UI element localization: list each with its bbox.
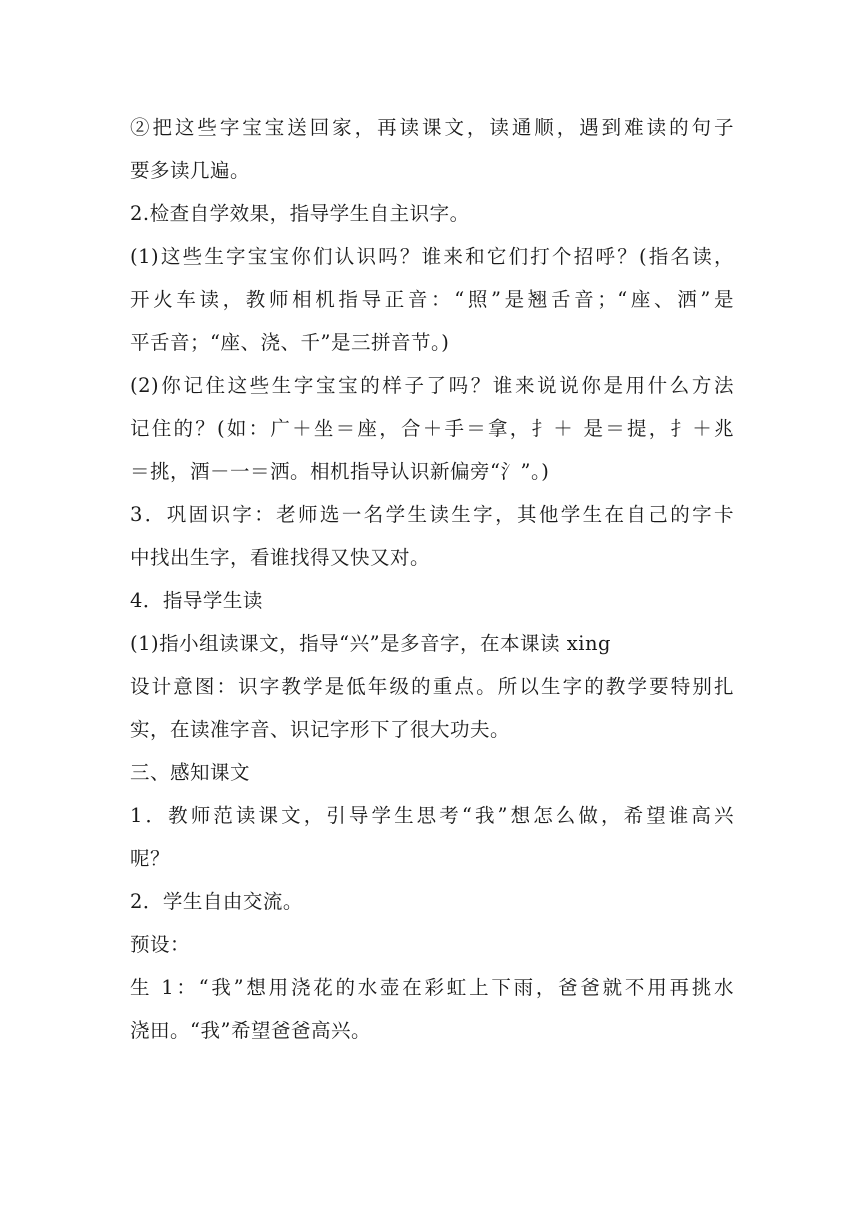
text-line: 预设：	[130, 933, 191, 956]
text-line: 2.检查自学效果，指导学生自主识字。	[130, 202, 470, 225]
text-line: 平舌音；“座、浇、千”是三拼音节。)	[130, 331, 450, 354]
text-line: 呢？	[130, 847, 171, 870]
text-line: 3．巩固识字：老师选一名学生读生字，其他学生在自己的字卡	[130, 503, 734, 526]
text-line: 4．指导学生读	[130, 589, 263, 612]
text-line: 要多读几遍。	[130, 159, 251, 182]
text-line: 浇田。“我”希望爸爸高兴。	[130, 1019, 371, 1042]
text-line: 2．学生自由交流。	[130, 890, 303, 913]
text-line: 生 1：“我”想用浇花的水壶在彩虹上下雨，爸爸就不用再挑水	[130, 976, 734, 999]
section-heading: 三、感知课文	[130, 761, 251, 784]
document-body	[130, 106, 734, 1052]
text-line: ②把这些字宝宝送回家，再读课文，读通顺，遇到难读的句子	[130, 116, 734, 139]
text-line: (2)你记住这些生字宝宝的样子了吗？谁来说说你是用什么方法	[130, 374, 734, 397]
text-line: 中找出生字，看谁找得又快又对。	[130, 546, 431, 569]
text-line: 开火车读，教师相机指导正音：“照”是翘舌音；“座、洒”是	[130, 288, 734, 311]
text-line: 记住的？(如：广＋坐＝座，合＋手＝拿，扌＋ 是＝提，扌＋兆	[130, 417, 734, 440]
text-line: 1．教师范读课文，引导学生思考“我”想怎么做，希望谁高兴	[130, 804, 734, 827]
text-line: 实，在读准字音、识记字形下了很大功夫。	[130, 718, 511, 741]
text-line: (1)这些生字宝宝你们认识吗？谁来和它们打个招呼？(指名读，	[130, 245, 734, 268]
text-line: (1)指小组读课文，指导“兴”是多音字，在本课读 xing	[130, 632, 612, 655]
text-line: 设计意图：识字教学是低年级的重点。所以生字的教学要特别扎	[130, 675, 734, 698]
text-line: ＝挑，酒－一＝洒。相机指导认识新偏旁“氵”。)	[130, 460, 550, 483]
